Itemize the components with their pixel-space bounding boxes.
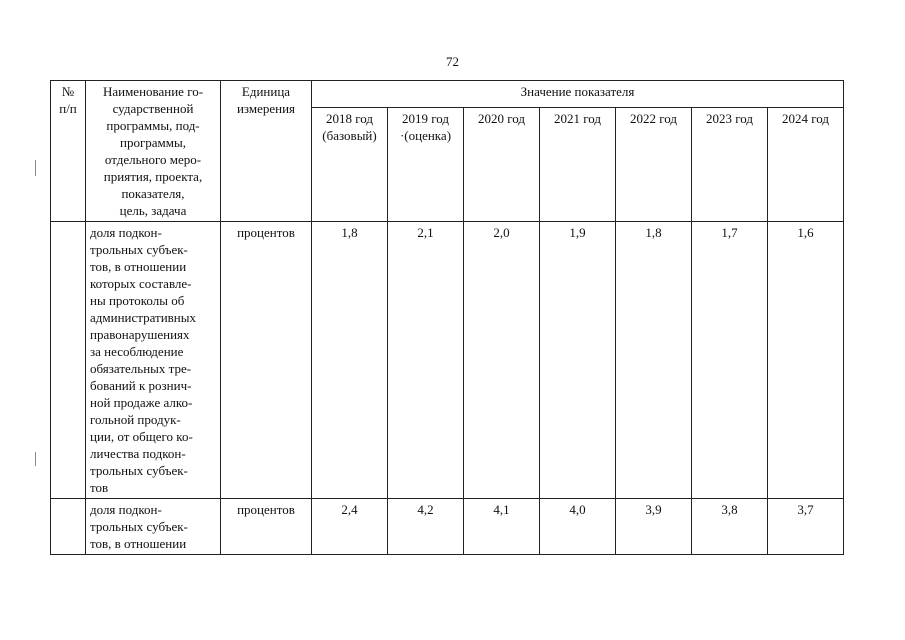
header-unit-text: Единица измерения [236,84,296,116]
margin-mark [35,452,36,466]
row-name [86,222,221,499]
header-year [312,108,388,222]
row-value: 1,8 [616,222,692,499]
table-row [51,499,844,555]
row-name [86,499,221,555]
row-value: 4,0 [540,499,616,555]
header-year [692,108,768,222]
table-row [51,222,844,499]
row-value: 1,6 [768,222,844,499]
row-value: 3,9 [616,499,692,555]
row-value: 1,8 [312,222,388,499]
row-value: 3,8 [692,499,768,555]
row-value: 2,0 [464,222,540,499]
header-unit [221,81,312,222]
header-year [388,108,464,222]
row-value: 2,4 [312,499,388,555]
row-value: 1,9 [540,222,616,499]
header-year [464,108,540,222]
margin-mark [35,160,36,176]
row-value: 2,1 [388,222,464,499]
header-year-text: 2021 год [554,111,601,127]
page-number: 72 [446,54,459,69]
header-year [540,108,616,222]
row-name-text: доля подкон- трольных субъек- тов, в отношении которых составле- ны протоколы об административных правонарушениях за несоблюдение обязательных тре- бований к рознич- ной продаже алко- гольной продук- ции, от общего ко- личества подкон- трольных субъек- тов [90,225,196,495]
row-unit: процентов [221,499,312,555]
row-num [51,222,86,499]
header-year-text: 2020 год [478,111,525,127]
row-name-text: доля подкон- трольных субъек- тов, в отношении [90,502,188,551]
header-year-text: 2024 год [782,111,829,127]
header-value-group: Значение показателя [312,81,844,108]
header-name-text: Наименование го- сударственной программы, под- программы, отдельного меро- приятия, проекта, показателя, цель, задача [102,84,204,218]
indicator-table [50,80,844,555]
row-value: 3,7 [768,499,844,555]
header-year [768,108,844,222]
row-unit: процентов [221,222,312,499]
header-year [616,108,692,222]
header-year-text: 2019 год ·(оценка) [399,111,452,144]
header-year-text: 2022 год [630,111,677,127]
header-year-text: 2018 год (базовый) [322,111,377,144]
row-value: 1,7 [692,222,768,499]
header-row-1 [51,81,844,108]
header-num [51,81,86,222]
row-num [51,499,86,555]
row-value: 4,1 [464,499,540,555]
header-year-text: 2023 год [706,111,753,127]
row-value: 4,2 [388,499,464,555]
header-name [86,81,221,222]
header-num-text: № п/п [59,84,77,116]
